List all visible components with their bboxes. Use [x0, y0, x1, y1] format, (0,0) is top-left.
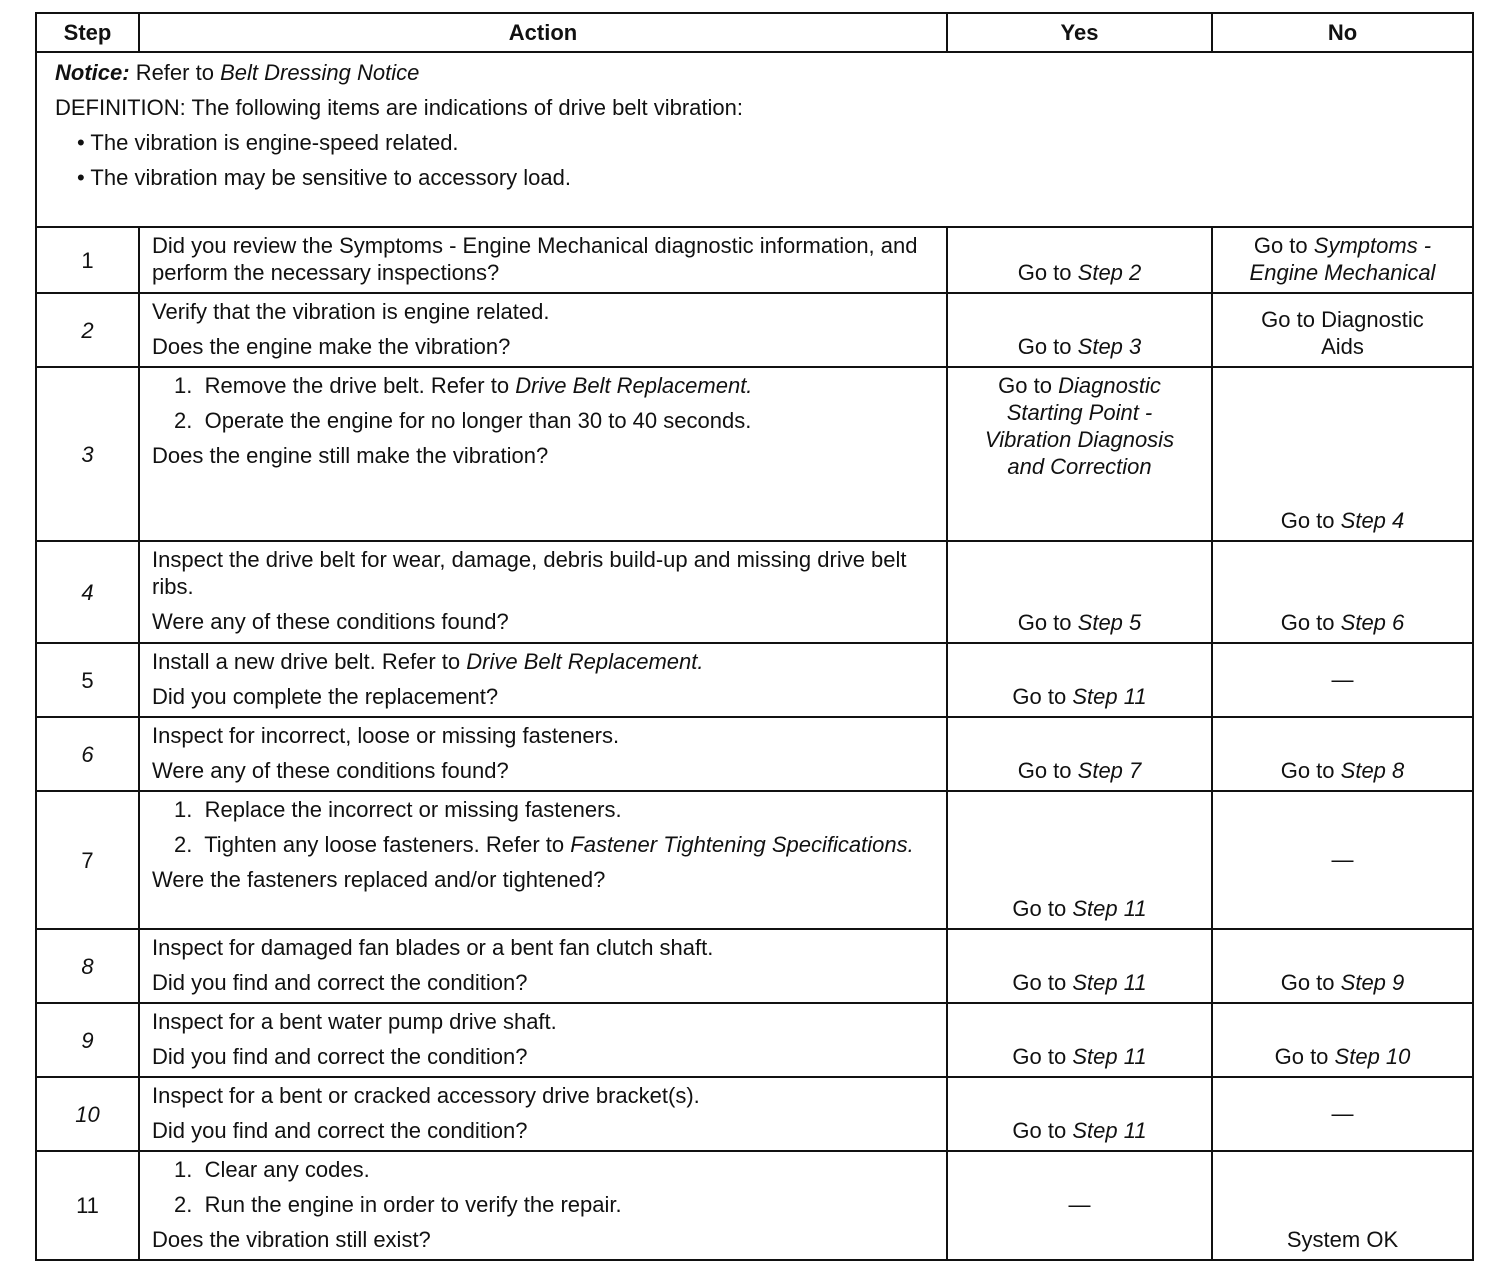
- no-cell: Go to Step 10: [1212, 1003, 1473, 1077]
- table-row: [36, 367, 1473, 541]
- header-no: No: [1212, 13, 1473, 52]
- step-number: 5: [36, 643, 139, 717]
- action-cell: Install a new drive belt. Refer to Drive Belt Replacement. Did you complete the replacement?: [139, 643, 947, 717]
- yes-cell: Go to Step 11: [947, 1003, 1212, 1077]
- bullet-item: • The vibration is engine-speed related.: [77, 130, 459, 155]
- header-yes: Yes: [947, 13, 1212, 52]
- list-item: 2. Run the engine in order to verify the repair.: [174, 1192, 622, 1217]
- yes-cell: [947, 1151, 1212, 1260]
- action-cell: Inspect for incorrect, loose or missing fasteners. Were any of these conditions found?: [139, 717, 947, 791]
- list-item: 1. Replace the incorrect or missing fasteners.: [174, 797, 622, 822]
- dash: —: [1331, 1100, 1354, 1126]
- no-cell: Go to Step 9: [1212, 929, 1473, 1003]
- table-row: [36, 1003, 1473, 1077]
- yes-cell: Go to Step 2: [947, 227, 1212, 293]
- table-row: [36, 929, 1473, 1003]
- notice-cell: [36, 52, 1473, 227]
- step-number: 6: [36, 717, 139, 791]
- step-number: 9: [36, 1003, 139, 1077]
- yes-cell: Go to Step 11: [947, 1077, 1212, 1151]
- no-cell: Go to Step 8: [1212, 717, 1473, 791]
- action-cell: 1. Replace the incorrect or missing fasteners. 2. Tighten any loose fasteners. Refer to Fastener Tightening Specifications. Were the fasteners replaced and/or tightened?: [139, 791, 947, 929]
- yes-cell: Go to Step 3: [947, 293, 1212, 367]
- notice-label: Notice:: [55, 60, 130, 85]
- table-row: [36, 1151, 1473, 1260]
- list-item: 1. Clear any codes.: [174, 1157, 370, 1182]
- no-cell: Go to Diagnostic Aids: [1212, 293, 1473, 367]
- action-cell: Inspect the drive belt for wear, damage, debris build-up and missing drive belt ribs. Were any of these conditions found?: [139, 541, 947, 643]
- action-cell: Verify that the vibration is engine related. Does the engine make the vibration?: [139, 293, 947, 367]
- action-cell: Did you review the Symptoms - Engine Mechanical diagnostic information, and perform the necessary inspections?: [139, 227, 947, 293]
- step-number: 8: [36, 929, 139, 1003]
- table-row: [36, 293, 1473, 367]
- table-row: [36, 643, 1473, 717]
- action-cell: Inspect for a bent water pump drive shaft. Did you find and correct the condition?: [139, 1003, 947, 1077]
- notice-line: [55, 59, 1454, 86]
- diagnostic-table: [35, 12, 1474, 1261]
- step-number: 1: [36, 227, 139, 293]
- header-step: Step: [36, 13, 139, 52]
- yes-cell: Go to Step 5: [947, 541, 1212, 643]
- yes-cell: Go to Step 11: [947, 929, 1212, 1003]
- yes-cell: Go to Diagnostic Starting Point - Vibration Diagnosis and Correction: [947, 367, 1212, 541]
- no-cell: [1212, 791, 1473, 929]
- yes-cell: Go to Step 11: [947, 791, 1212, 929]
- list-item: 2. Operate the engine for no longer than 30 to 40 seconds.: [174, 408, 752, 433]
- table-row: [36, 541, 1473, 643]
- table-row: [36, 717, 1473, 791]
- bullet-item: • The vibration may be sensitive to accessory load.: [77, 165, 571, 190]
- notice-row: [36, 52, 1473, 227]
- no-cell: [1212, 643, 1473, 717]
- notice-reference: Belt Dressing Notice: [220, 60, 420, 85]
- step-number: 3: [36, 367, 139, 541]
- yes-cell: Go to Step 11: [947, 643, 1212, 717]
- no-cell: System OK: [1212, 1151, 1473, 1260]
- table-row: [36, 227, 1473, 293]
- action-cell: Inspect for a bent or cracked accessory drive bracket(s). Did you find and correct the condition?: [139, 1077, 947, 1151]
- no-cell: [1212, 1077, 1473, 1151]
- step-number: 10: [36, 1077, 139, 1151]
- table-row: [36, 1077, 1473, 1151]
- dash: —: [1331, 846, 1354, 872]
- list-item: 2. Tighten any loose fasteners. Refer to Fastener Tightening Specifications.: [174, 832, 914, 857]
- no-cell: Go to Step 4: [1212, 367, 1473, 541]
- header-action: Action: [139, 13, 947, 52]
- step-number: 4: [36, 541, 139, 643]
- action-cell: 1. Clear any codes. 2. Run the engine in order to verify the repair. Does the vibration still exist?: [139, 1151, 947, 1260]
- action-cell: Inspect for damaged fan blades or a bent fan clutch shaft. Did you find and correct the condition?: [139, 929, 947, 1003]
- yes-cell: Go to Step 7: [947, 717, 1212, 791]
- table-row: [36, 791, 1473, 929]
- step-number: 7: [36, 791, 139, 929]
- notice-text: Refer to: [135, 60, 214, 85]
- action-cell: 1. Remove the drive belt. Refer to Drive Belt Replacement. 2. Operate the engine for no longer than 30 to 40 seconds. Does the engine still make the vibration?: [139, 367, 947, 541]
- no-cell: Go to Symptoms - Engine Mechanical: [1212, 227, 1473, 293]
- header-row: [36, 13, 1473, 52]
- no-cell: Go to Step 6: [1212, 541, 1473, 643]
- dash: —: [1068, 1192, 1091, 1217]
- dash: —: [1331, 666, 1354, 692]
- definition-text: DEFINITION: The following items are indications of drive belt vibration:: [55, 95, 743, 120]
- list-item: 1. Remove the drive belt. Refer to Drive Belt Replacement.: [174, 373, 753, 398]
- step-number: 11: [36, 1151, 139, 1260]
- step-number: 2: [36, 293, 139, 367]
